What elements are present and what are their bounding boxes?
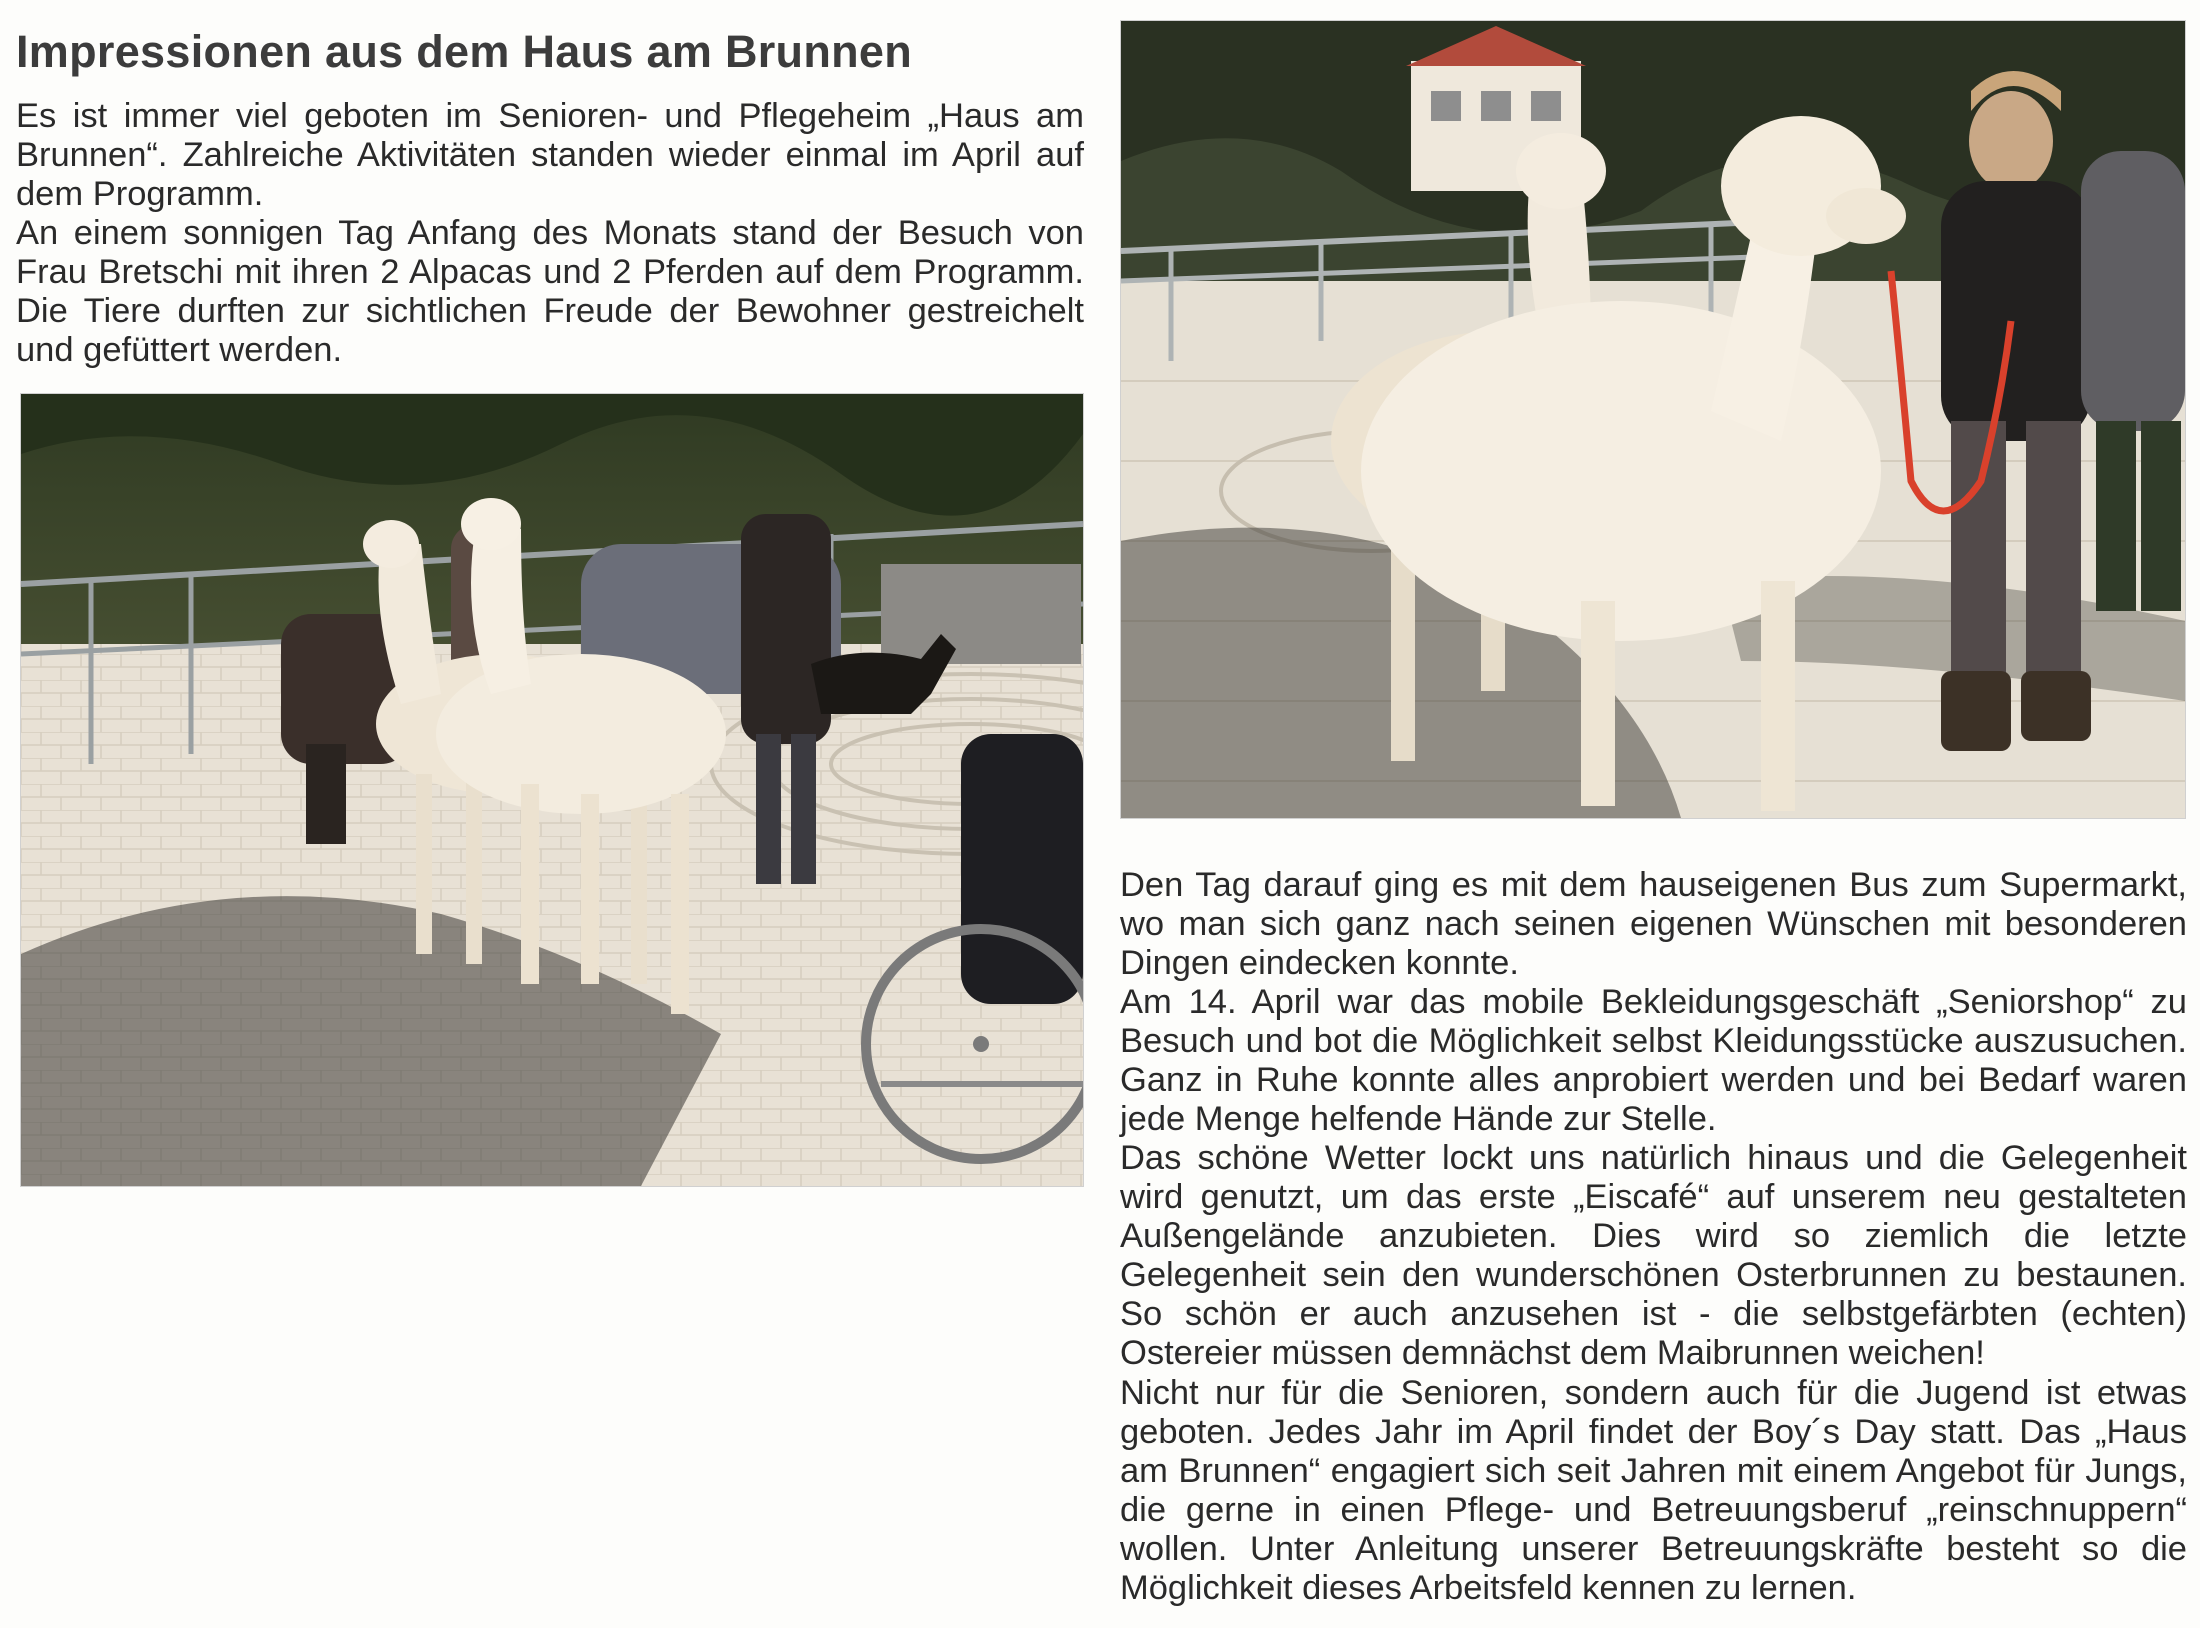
alpaca-closeup-illustration [1121,21,2185,818]
intro-paragraph-2: An einem sonnigen Tag Anfang des Monats stand der Besuch von Frau Bretschi mit ihren 2 Alpacas und 2 Pferden auf dem Programm. Die Tiere durften zur sichtlichen Freude der Bewohner gestreichelt und gefüttert werden. [16,214,1084,369]
article-title: Impressionen aus dem Haus am Brunnen [16,26,913,77]
body-paragraph-supermarket: Den Tag darauf ging es mit dem hauseigenen Bus zum Supermarkt, wo man sich ganz nach seinen eigenen Wünschen mit besonderen Dingen eindecken konnte. [1120,866,2187,982]
intro-paragraph-1: Es ist immer viel geboten im Senioren- und Pflegeheim „Haus am Brunnen“. Zahlreiche Aktivitäten standen wieder einmal im April auf dem Programm. [16,97,1084,213]
alpaca-visit-photo-closeup [1120,20,2186,819]
body-paragraph-seniorshop: Am 14. April war das mobile Bekleidungsgeschäft „Seniorshop“ zu Besuch und bot die Möglichkeit selbst Kleidungsstücke auszusuchen. Ganz in Ruhe konnte alles anprobiert werden und bei Bedarf waren jede Menge helfende Hände zur Stelle. [1120,983,2187,1138]
bystander [2081,151,2185,611]
body-paragraph-boys-day: Nicht nur für die Senioren, sondern auch für die Jugend ist etwas geboten. Jedes Jahr im April findet der Boy´s Day statt. Das „Haus am Brunnen“ engagiert sich seit Jahren mit einem Angebot für Jungs, die gerne in einen Pflege- und Betreuungsberuf „reinschnuppern“ wollen. Unter Anleitung unserer Betreuungskräfte besteht so die Möglichkeit dieses Arbeitsfeld kennen zu lernen. [1120,1374,2187,1607]
alpaca-visit-photo-group [20,393,1084,1187]
alpaca-group-illustration [21,394,1083,1186]
body-paragraph-eiscafe: Das schöne Wetter lockt uns natürlich hinaus und die Gelegenheit wird genutzt, um das erste „Eiscafé“ auf unserem neu gestalteten Außengelände anzubieten. Dies wird so ziemlich die letzte Gelegenheit sein den wunderschönen Osterbrunnen zu bestaunen. So schön er auch anzusehen ist - die selbstgefärbten (echten) Ostereier müssen demnächst dem Maibrunnen weichen! [1120,1139,2187,1372]
